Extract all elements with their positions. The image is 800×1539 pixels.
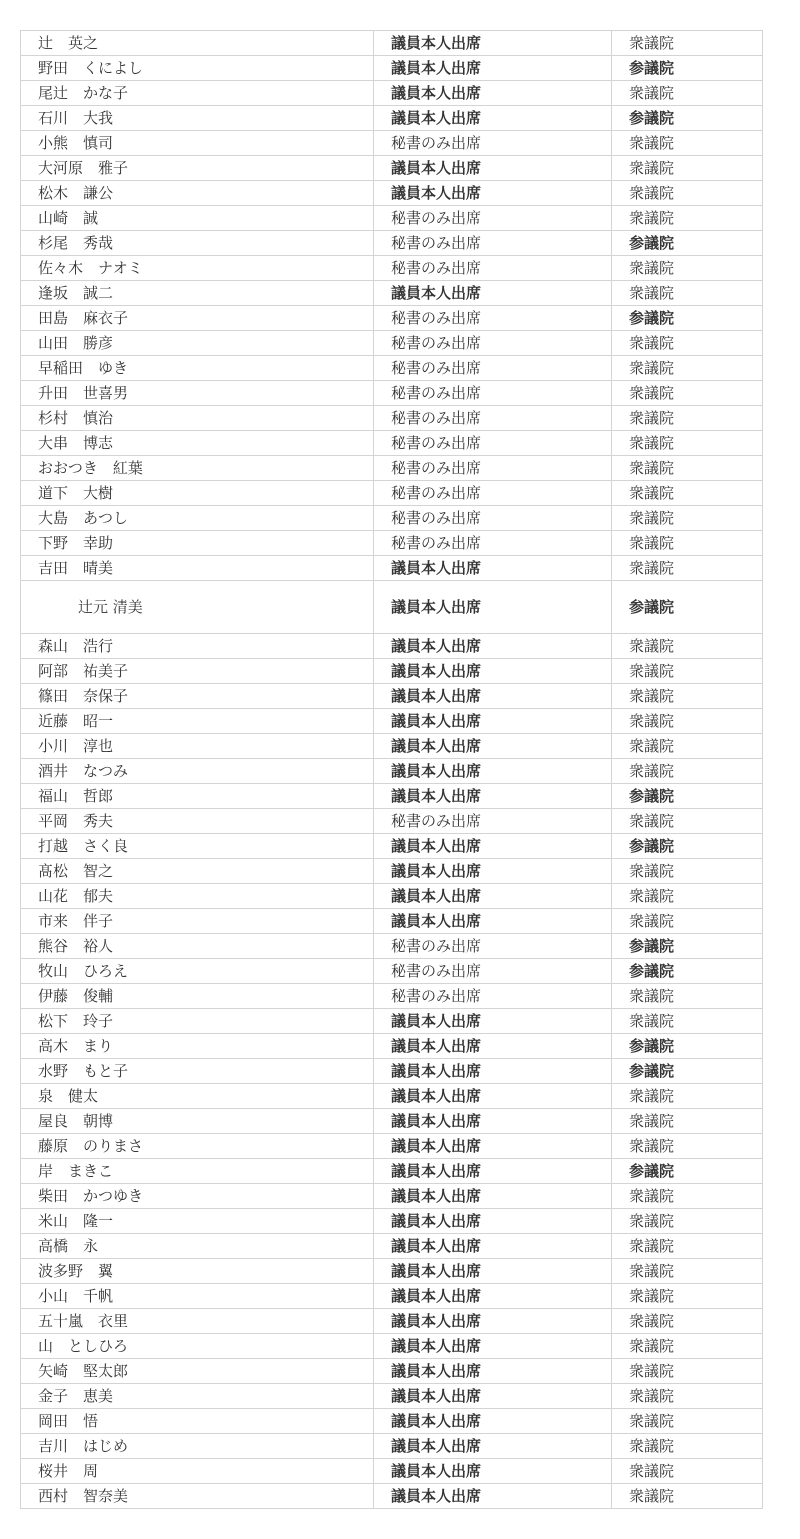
attendance-status-cell: 秘書のみ出席 [374,331,612,356]
table-row [21,481,763,506]
table-row [21,1209,763,1234]
attendance-status-cell: 議員本人出席 [374,1109,612,1134]
house-cell: 参議院 [612,784,763,809]
member-name-cell: 市来 伴子 [21,909,374,934]
attendance-status-cell: 議員本人出席 [374,1409,612,1434]
house-cell: 参議院 [612,959,763,984]
table-row [21,431,763,456]
house-cell: 衆議院 [612,1084,763,1109]
member-name-cell: 伊藤 俊輔 [21,984,374,1009]
member-name-cell: 阿部 祐美子 [21,659,374,684]
table-row [21,1184,763,1209]
attendance-status-cell: 秘書のみ出席 [374,131,612,156]
attendance-status-cell: 議員本人出席 [374,1084,612,1109]
house-cell: 参議院 [612,231,763,256]
house-cell: 衆議院 [612,381,763,406]
member-name-cell: 吉田 晴美 [21,556,374,581]
table-row [21,556,763,581]
member-name-cell: 泉 健太 [21,1084,374,1109]
member-name-cell: 山崎 誠 [21,206,374,231]
house-cell: 衆議院 [612,156,763,181]
attendance-status-cell: 議員本人出席 [374,56,612,81]
member-name-cell: 小山 千帆 [21,1284,374,1309]
house-cell: 衆議院 [612,406,763,431]
table-row [21,381,763,406]
member-name-cell: 田島 麻衣子 [21,306,374,331]
attendance-status-cell: 議員本人出席 [374,634,612,659]
attendance-status-cell: 議員本人出席 [374,156,612,181]
table-row [21,859,763,884]
member-name-cell: 山花 郁夫 [21,884,374,909]
house-cell: 衆議院 [612,984,763,1009]
member-name-cell: 尾辻 かな子 [21,81,374,106]
house-cell: 衆議院 [612,1209,763,1234]
member-name-cell: 高橋 永 [21,1234,374,1259]
table-row [21,131,763,156]
attendance-status-cell: 議員本人出席 [374,659,612,684]
house-cell: 参議院 [612,834,763,859]
attendance-status-cell: 秘書のみ出席 [374,256,612,281]
house-cell: 衆議院 [612,31,763,56]
table-row [21,1459,763,1484]
member-name-cell: 矢崎 堅太郎 [21,1359,374,1384]
house-cell: 参議院 [612,1059,763,1084]
house-cell: 衆議院 [612,1234,763,1259]
table-row [21,984,763,1009]
attendance-status-cell: 議員本人出席 [374,1384,612,1409]
house-cell: 衆議院 [612,281,763,306]
table-row [21,1384,763,1409]
attendance-status-cell: 議員本人出席 [374,581,612,634]
attendance-status-cell: 議員本人出席 [374,1234,612,1259]
member-name-cell: 下野 幸助 [21,531,374,556]
table-row [21,1109,763,1134]
attendance-status-cell: 秘書のみ出席 [374,206,612,231]
table-row [21,1484,763,1509]
attendance-status-cell: 議員本人出席 [374,709,612,734]
table-row [21,1359,763,1384]
attendance-status-cell: 議員本人出席 [374,734,612,759]
house-cell: 参議院 [612,1159,763,1184]
house-cell: 衆議院 [612,759,763,784]
house-cell: 衆議院 [612,1259,763,1284]
house-cell: 衆議院 [612,206,763,231]
table-row [21,759,763,784]
attendance-status-cell: 秘書のみ出席 [374,506,612,531]
table-row [21,181,763,206]
member-name-cell: 近藤 昭一 [21,709,374,734]
house-cell: 衆議院 [612,456,763,481]
attendance-status-cell: 議員本人出席 [374,784,612,809]
house-cell: 衆議院 [612,1309,763,1334]
house-cell: 衆議院 [612,909,763,934]
attendance-status-cell: 秘書のみ出席 [374,934,612,959]
house-cell: 衆議院 [612,659,763,684]
house-cell: 衆議院 [612,884,763,909]
house-cell: 衆議院 [612,256,763,281]
house-cell: 参議院 [612,106,763,131]
table-row [21,884,763,909]
attendance-status-cell: 議員本人出席 [374,556,612,581]
member-name-cell: 山田 勝彦 [21,331,374,356]
member-name-cell: おおつき 紅葉 [21,456,374,481]
member-name-cell: 髙松 智之 [21,859,374,884]
member-name-cell: 大河原 雅子 [21,156,374,181]
member-name-cell: 山 としひろ [21,1334,374,1359]
member-name-cell: 波多野 翼 [21,1259,374,1284]
table-row [21,106,763,131]
member-name-cell: 升田 世喜男 [21,381,374,406]
attendance-status-cell: 秘書のみ出席 [374,481,612,506]
table-row [21,659,763,684]
attendance-status-cell: 議員本人出席 [374,1009,612,1034]
attendance-status-cell: 議員本人出席 [374,1059,612,1084]
attendance-status-cell: 秘書のみ出席 [374,809,612,834]
table-row [21,356,763,381]
member-name-cell: 大島 あつし [21,506,374,531]
table-row [21,206,763,231]
member-name-cell: 小熊 慎司 [21,131,374,156]
house-cell: 衆議院 [612,481,763,506]
member-name-cell: 桜井 周 [21,1459,374,1484]
house-cell: 参議院 [612,56,763,81]
house-cell: 衆議院 [612,1484,763,1509]
house-cell: 衆議院 [612,634,763,659]
table-row [21,934,763,959]
table-row [21,734,763,759]
attendance-status-cell: 議員本人出席 [374,1459,612,1484]
member-name-cell: 酒井 なつみ [21,759,374,784]
attendance-status-cell: 秘書のみ出席 [374,959,612,984]
house-cell: 衆議院 [612,181,763,206]
attendance-status-cell: 議員本人出席 [374,884,612,909]
table-row [21,306,763,331]
table-row [21,31,763,56]
house-cell: 衆議院 [612,1359,763,1384]
attendance-status-cell: 議員本人出席 [374,1209,612,1234]
member-name-cell: 杉尾 秀哉 [21,231,374,256]
member-name-cell: 吉川 はじめ [21,1434,374,1459]
member-name-cell: 大串 博志 [21,431,374,456]
attendance-status-cell: 議員本人出席 [374,1259,612,1284]
house-cell: 参議院 [612,306,763,331]
table-row [21,834,763,859]
attendance-status-cell: 秘書のみ出席 [374,381,612,406]
member-name-cell: 石川 大我 [21,106,374,131]
attendance-status-cell: 秘書のみ出席 [374,431,612,456]
member-name-cell: 五十嵐 衣里 [21,1309,374,1334]
member-name-cell: 小川 淳也 [21,734,374,759]
house-cell: 衆議院 [612,131,763,156]
attendance-status-cell: 議員本人出席 [374,281,612,306]
member-name-cell: 熊谷 裕人 [21,934,374,959]
house-cell: 衆議院 [612,809,763,834]
member-name-cell: 平岡 秀夫 [21,809,374,834]
table-row [21,56,763,81]
house-cell: 衆議院 [612,1109,763,1134]
table-row [21,406,763,431]
house-cell: 衆議院 [612,1409,763,1434]
attendance-status-cell: 秘書のみ出席 [374,306,612,331]
house-cell: 衆議院 [612,709,763,734]
member-name-cell: 柴田 かつゆき [21,1184,374,1209]
attendance-status-cell: 秘書のみ出席 [374,406,612,431]
attendance-status-cell: 議員本人出席 [374,31,612,56]
table-row [21,1134,763,1159]
house-cell: 衆議院 [612,531,763,556]
attendance-status-cell: 秘書のみ出席 [374,531,612,556]
attendance-status-cell: 議員本人出席 [374,1434,612,1459]
table-row [21,256,763,281]
attendance-status-cell: 議員本人出席 [374,684,612,709]
member-name-cell: 金子 恵美 [21,1384,374,1409]
house-cell: 衆議院 [612,1384,763,1409]
attendance-status-cell: 議員本人出席 [374,1484,612,1509]
house-cell: 衆議院 [612,1459,763,1484]
table-row [21,1159,763,1184]
member-name-cell: 屋良 朝博 [21,1109,374,1134]
table-row [21,1409,763,1434]
attendance-status-cell: 議員本人出席 [374,106,612,131]
member-name-cell: 逢坂 誠二 [21,281,374,306]
member-name-cell: 福山 哲郎 [21,784,374,809]
house-cell: 衆議院 [612,1434,763,1459]
table-row [21,1059,763,1084]
attendance-status-cell: 議員本人出席 [374,1159,612,1184]
attendance-status-cell: 議員本人出席 [374,1309,612,1334]
member-name-cell: 野田 くによし [21,56,374,81]
member-name-cell: 岡田 悟 [21,1409,374,1434]
table-row [21,1259,763,1284]
table-row [21,1434,763,1459]
table-row [21,506,763,531]
house-cell: 衆議院 [612,356,763,381]
attendance-status-cell: 議員本人出席 [374,1034,612,1059]
member-name-cell: 松木 謙公 [21,181,374,206]
house-cell: 衆議院 [612,506,763,531]
attendance-status-cell: 議員本人出席 [374,1359,612,1384]
table-row [21,1234,763,1259]
attendance-status-cell: 議員本人出席 [374,859,612,884]
table-row [21,456,763,481]
member-name-cell: 藤原 のりまさ [21,1134,374,1159]
house-cell: 参議院 [612,1034,763,1059]
member-name-cell: 杉村 慎治 [21,406,374,431]
attendance-status-cell: 議員本人出席 [374,181,612,206]
house-cell: 衆議院 [612,1334,763,1359]
attendance-status-cell: 議員本人出席 [374,909,612,934]
house-cell: 衆議院 [612,81,763,106]
house-cell: 衆議院 [612,1009,763,1034]
table-row [21,784,763,809]
table-row [21,281,763,306]
table-row [21,581,763,634]
house-cell: 参議院 [612,934,763,959]
attendance-table [20,30,763,1509]
table-row [21,331,763,356]
member-name-cell: 早稲田 ゆき [21,356,374,381]
attendance-status-cell: 議員本人出席 [374,1284,612,1309]
member-name-cell: 岸 まきこ [21,1159,374,1184]
attendance-status-cell: 秘書のみ出席 [374,356,612,381]
attendance-table-body [21,31,763,1509]
house-cell: 衆議院 [612,1284,763,1309]
table-row [21,1309,763,1334]
member-name-cell: 辻󠄀元 清美 [21,581,374,634]
table-row [21,1034,763,1059]
attendance-status-cell: 議員本人出席 [374,81,612,106]
table-row [21,156,763,181]
table-row [21,909,763,934]
house-cell: 衆議院 [612,556,763,581]
attendance-status-cell: 議員本人出席 [374,759,612,784]
member-name-cell: 打越 さく良 [21,834,374,859]
table-row [21,1009,763,1034]
table-row [21,1334,763,1359]
member-name-cell: 松下 玲子 [21,1009,374,1034]
house-cell: 衆議院 [612,1134,763,1159]
house-cell: 衆議院 [612,431,763,456]
member-name-cell: 高木 まり [21,1034,374,1059]
table-row [21,1084,763,1109]
attendance-status-cell: 議員本人出席 [374,834,612,859]
house-cell: 衆議院 [612,734,763,759]
table-row [21,531,763,556]
member-name-cell: 道下 大樹 [21,481,374,506]
house-cell: 衆議院 [612,331,763,356]
table-row [21,809,763,834]
attendance-status-cell: 議員本人出席 [374,1134,612,1159]
member-name-cell: 辻 英之 [21,31,374,56]
attendance-status-cell: 議員本人出席 [374,1184,612,1209]
member-name-cell: 篠田 奈保子 [21,684,374,709]
attendance-status-cell: 秘書のみ出席 [374,231,612,256]
table-row [21,959,763,984]
house-cell: 衆議院 [612,859,763,884]
table-row [21,81,763,106]
house-cell: 衆議院 [612,684,763,709]
member-name-cell: 西村 智奈美 [21,1484,374,1509]
table-row [21,634,763,659]
member-name-cell: 森山 浩行 [21,634,374,659]
table-row [21,709,763,734]
attendance-table-container [20,30,762,1509]
table-row [21,231,763,256]
house-cell: 衆議院 [612,1184,763,1209]
attendance-status-cell: 秘書のみ出席 [374,456,612,481]
member-name-cell: 佐々木 ナオミ [21,256,374,281]
member-name-cell: 牧山 ひろえ [21,959,374,984]
table-row [21,1284,763,1309]
member-name-cell: 水野 もと子 [21,1059,374,1084]
table-row [21,684,763,709]
attendance-status-cell: 秘書のみ出席 [374,984,612,1009]
house-cell: 参議院 [612,581,763,634]
attendance-status-cell: 議員本人出席 [374,1334,612,1359]
member-name-cell: 米山 隆一 [21,1209,374,1234]
